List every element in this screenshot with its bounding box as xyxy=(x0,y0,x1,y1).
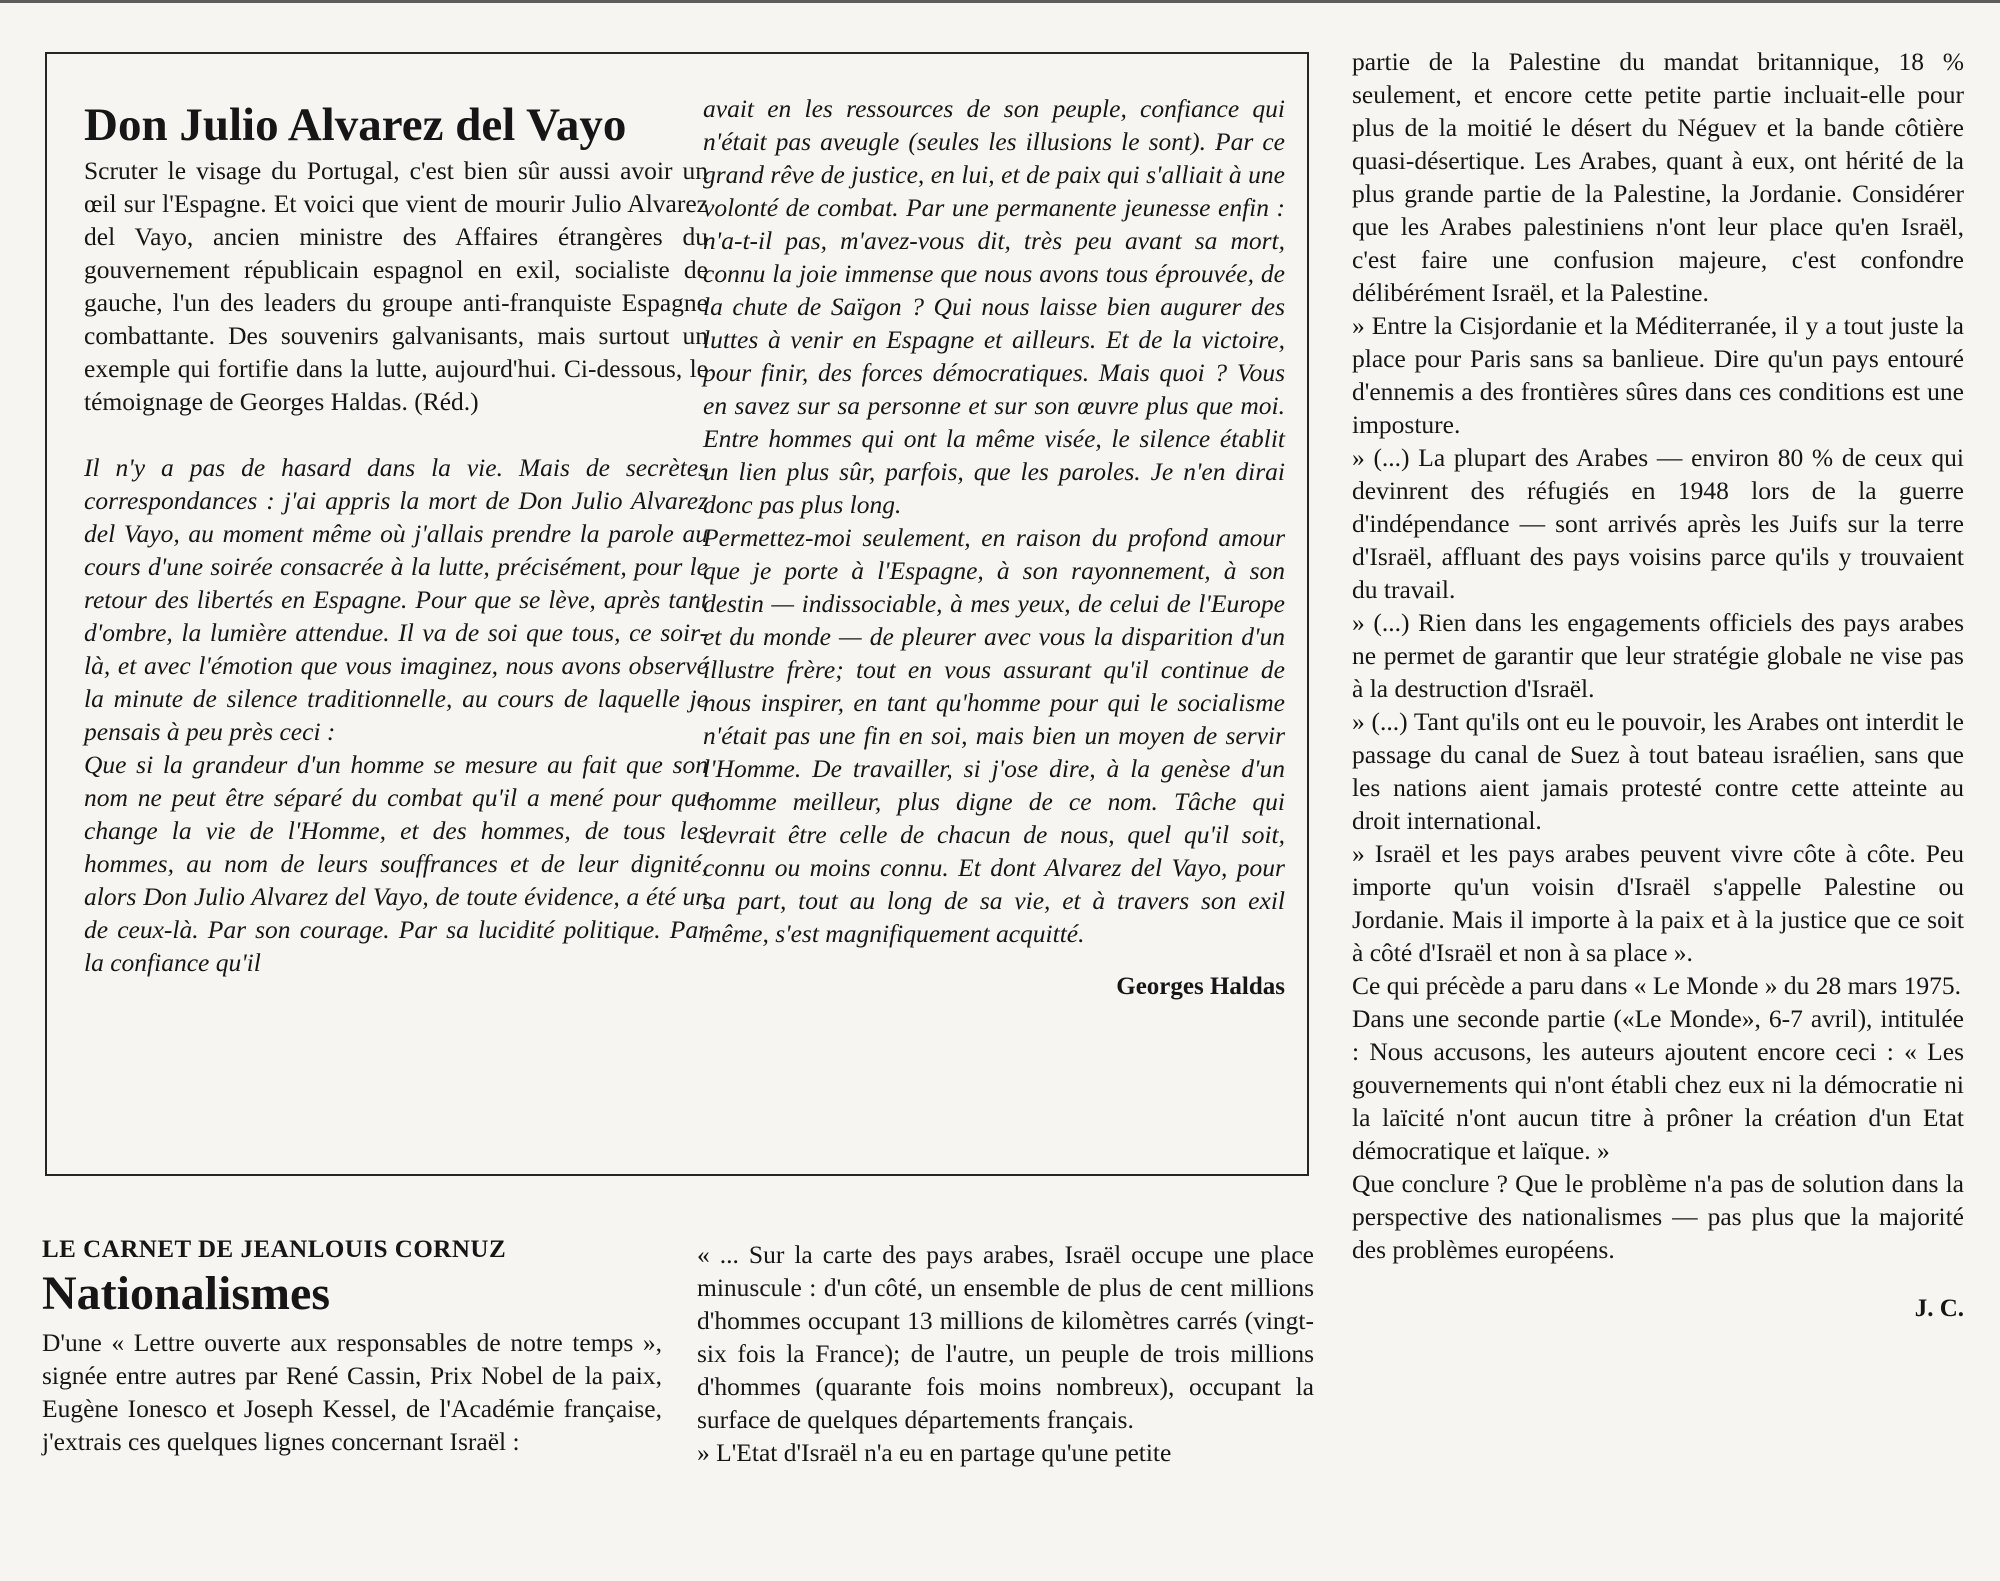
column-paragraph: » (...) La plupart des Arabes — environ 80 % de ceux qui devinrent des réfugiés en 1948 lors de la guerre d'indépendance — sont arrivés après les Juifs sur la terre d'Israël, affluant des pays voisins parce qu'ils y trouvaient du travail. xyxy=(1352,443,1964,604)
column-paragraph: partie de la Palestine du mandat britannique, 18 % seulement, et encore cette petite partie incluait-elle pour plus de la moitié le désert du Néguev et la bande côtière quasi-désertique. Les Arabes, quant à eux, ont hérité de la plus grande partie de la Palestine, la Jordanie. Considérer que les Arabes palestiniens n'ont leur place qu'en Israël, c'est faire une confusion majeure, c'est confondre délibérément Israël, et la Palestine. xyxy=(1352,47,1964,307)
column-paragraph: » Israël et les pays arabes peuvent vivre côte à côte. Peu importe qu'un voisin d'Israël s'appelle Palestine ou Jordanie. Mais il importe à la paix et à la justice que ce soit à côté d'Israël et non à sa place ». xyxy=(1352,839,1964,967)
column-paragraph: » (...) Tant qu'ils ont eu le pouvoir, les Arabes ont interdit le passage du canal de Suez à tout bateau israélien, sans que les nations aient jamais protesté contre cette atteinte au droit international. xyxy=(1352,707,1964,835)
section-kicker: LE CARNET DE JEANLOUIS CORNUZ xyxy=(42,1236,507,1263)
column-signature: J. C. xyxy=(1914,1295,1964,1322)
article-body-paragraph: Il n'y a pas de hasard dans la vie. Mais de secrètes correspondances : j'ai appris la mort de Don Julio Alvarez del Vayo, au moment même où j'allais prendre la parole au cours d'une soirée consacrée à la lutte, précisément, pour le retour des libertés en Espagne. Pour que se lève, après tant d'ombre, la lumière attendue. Il va de soi que tous, ce soir-là, et avec l'émotion que vous imaginez, nous avons observé la minute de silence traditionnelle, au cours de laquelle je pensais à peu près ceci : xyxy=(84,453,708,746)
section-headline: Nationalismes xyxy=(42,1267,330,1320)
column-paragraph: » L'Etat d'Israël n'a eu en partage qu'une petite xyxy=(697,1438,1172,1467)
article-intro: Scruter le visage du Portugal, c'est bien sûr aussi avoir un œil sur l'Espagne. Et voici que vient de mourir Julio Alvarez del Vayo, ancien ministre des Affaires étrangères du gouvernement républicain espagnol en exil, socialiste de gauche, l'un des leaders du groupe anti-franquiste Espagne combattante. Des souvenirs galvanisants, mais surtout un exemple qui fortifie dans la lutte, aujourd'hui. Ci-dessous, le témoignage de Georges Haldas. (Réd.) xyxy=(84,156,708,416)
nationalismes-column-1 xyxy=(42,1236,662,1458)
right-column xyxy=(1352,45,1964,1325)
article-body-paragraph: avait en les ressources de son peuple, confiance qui n'était pas aveugle (seules les illusions le sont). Par ce grand rêve de justice, en lui, et de paix qui s'alliait à une volonté de combat. Par une permanente jeunesse enfin : n'a-t-il pas, m'avez-vous dit, très peu avant sa mort, connu la joie immense que nous avons tous éprouvée, de la chute de Saïgon ? Qui nous laisse bien augurer des luttes à venir en Espagne et ailleurs. Et de la victoire, pour finir, des forces démocratiques. Mais quoi ? Vous en savez sur sa personne et sur son œuvre plus que moi. Entre hommes qui ont la même visée, le silence établit un lien plus sûr, parfois, que les paroles. Je n'en dirai donc pas plus long. xyxy=(703,94,1285,519)
column-paragraph: Dans une seconde partie («Le Monde», 6-7 avril), intitulée : Nous accusons, les auteurs ajoutent encore ceci : « Les gouvernements qui n'ont établi chez eux ni la démocratie ni la laïcité n'ont aucun titre à prôner la création d'un Etat démocratique et laïque. » xyxy=(1352,1004,1964,1165)
column-paragraph: Ce qui précède a paru dans « Le Monde » du 28 mars 1975. xyxy=(1352,971,1961,1000)
box-column-right xyxy=(703,92,1285,1003)
column-paragraph: » (...) Rien dans les engagements officiels des pays arabes ne permet de garantir que leur stratégie globale ne vise pas à la destruction d'Israël. xyxy=(1352,608,1964,703)
article-intro-block xyxy=(84,154,708,979)
top-rule xyxy=(0,0,2000,3)
article-body-paragraph: Que si la grandeur d'un homme se mesure au fait que son nom ne peut être séparé du combat qu'il a mené pour que change la vie de l'Homme, et des hommes, de tous les hommes, au nom de leurs souffrances et de leur dignité, alors Don Julio Alvarez del Vayo, de toute évidence, a été un de ceux-là. Par son courage. Par sa lucidité politique. Par la confiance qu'il xyxy=(84,750,708,977)
article-title: Don Julio Alvarez del Vayo xyxy=(84,99,627,151)
column-paragraph: « ... Sur la carte des pays arabes, Israël occupe une place minuscule : d'un côté, un ensemble de plus de cent millions d'hommes occupant 13 millions de kilomètres carrés (vingt-six fois la France); de l'autre, un peuple de trois millions d'hommes (quarante fois moins nombreux), occupant la surface de quelques départements français. xyxy=(697,1240,1314,1434)
column-paragraph: Que conclure ? Que le problème n'a pas de solution dans la perspective des nationalismes — pas plus que la majorité des problèmes européens. xyxy=(1352,1169,1964,1264)
box-column-left xyxy=(84,96,708,979)
column-paragraph: D'une « Lettre ouverte aux responsables de notre temps », signée entre autres par René Cassin, Prix Nobel de la paix, Eugène Ionesco et Joseph Kessel, de l'Académie française, j'extrais ces quelques lignes concernant Israël : xyxy=(42,1328,662,1456)
column-paragraph: » Entre la Cisjordanie et la Méditerranée, il y a tout juste la place pour Paris sans sa banlieue. Dire qu'un pays entouré d'ennemis a des frontières sûres dans ces conditions est une imposture. xyxy=(1352,311,1964,439)
article-body-paragraph: Permettez-moi seulement, en raison du profond amour que je porte à l'Espagne, à son rayonnement, à son destin — indissociable, à mes yeux, de celui de l'Europe et du monde — de pleurer avec vous la disparition d'un illustre frère; tout en vous assurant qu'il continue de nous inspirer, en tant qu'homme pour qui le socialisme n'était pas une fin en soi, mais bien un moyen de servir l'Homme. De travailler, si j'ose dire, à la genèse d'un homme meilleur, plus digne de ce nom. Tâche qui devrait être celle de chacun de nous, quel qu'il soit, connu ou moins connu. Et dont Alvarez del Vayo, pour sa part, tout au long de sa vie, et à travers son exil même, s'est magnifiquement acquitté. xyxy=(703,523,1285,948)
boxed-article xyxy=(45,52,1309,1176)
nationalismes-column-2 xyxy=(697,1238,1314,1469)
article-signature: Georges Haldas xyxy=(1116,973,1285,1000)
